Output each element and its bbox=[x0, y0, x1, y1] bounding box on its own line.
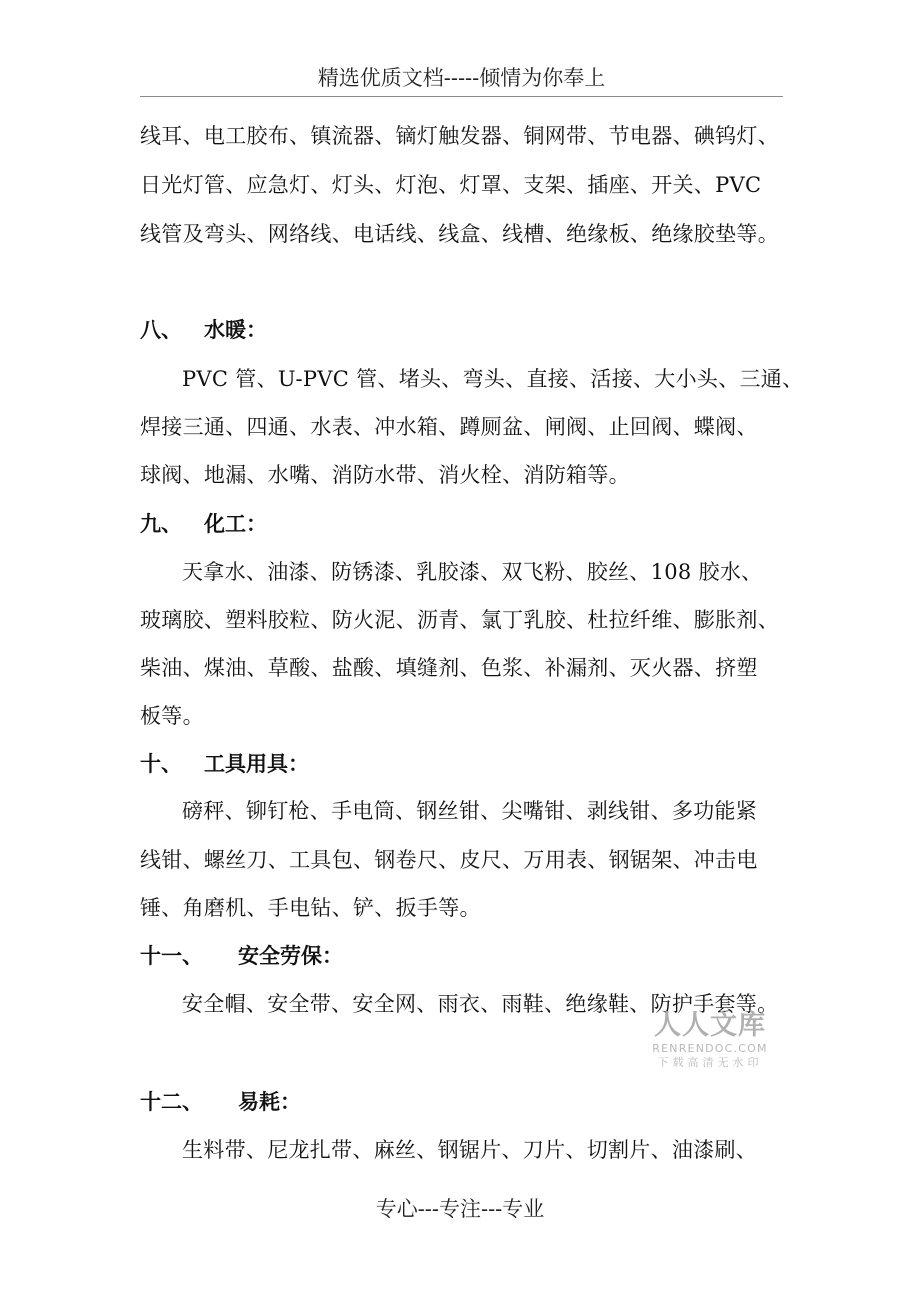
body-line: 焊接三通、四通、水表、冲水箱、蹲厕盆、闸阀、止回阀、蝶阀、 bbox=[140, 415, 758, 439]
section-title: 化工： bbox=[204, 511, 267, 536]
watermark-url: RENRENDOC.COM bbox=[652, 1042, 768, 1055]
body-line: 天拿水、油漆、防锈漆、乳胶漆、双飞粉、胶丝、108 胶水、 bbox=[182, 560, 763, 584]
section-title: 水暖： bbox=[204, 317, 267, 342]
section-number: 十一、 bbox=[140, 943, 203, 968]
renrendoc-watermark bbox=[640, 1010, 780, 1070]
section-number: 十二、 bbox=[140, 1089, 203, 1114]
section-number: 十、 bbox=[140, 751, 182, 776]
section-heading bbox=[140, 510, 267, 538]
body-line: PVC 管、U-PVC 管、堵头、弯头、直接、活接、大小头、三通、 bbox=[182, 367, 804, 391]
body-line: 生料带、尼龙扎带、麻丝、钢锯片、刀片、切割片、油漆刷、 bbox=[182, 1138, 758, 1162]
body-line: 玻璃胶、塑料胶粒、防火泥、沥青、氯丁乳胶、杜拉纤维、膨胀剂、 bbox=[140, 608, 779, 632]
body-line: 锤、角磨机、手电钻、铲、扳手等。 bbox=[140, 896, 481, 920]
body-line: 线管及弯头、网络线、电话线、线盒、线槽、绝缘板、绝缘胶垫等。 bbox=[140, 222, 779, 246]
watermark-logo-text: 人人文库 bbox=[654, 1010, 766, 1041]
section-heading bbox=[140, 316, 267, 344]
body-line: 板等。 bbox=[140, 704, 204, 728]
page-footer: 专心---专注---专业 bbox=[375, 1197, 545, 1221]
section-title: 安全劳保： bbox=[238, 943, 343, 968]
section-heading bbox=[140, 942, 343, 970]
section-title: 工具用具： bbox=[204, 751, 309, 776]
section-number: 九、 bbox=[140, 511, 182, 536]
body-line: 安全帽、安全带、安全网、雨衣、雨鞋、绝缘鞋、防护手套等。 bbox=[182, 992, 779, 1016]
section-title: 易耗： bbox=[238, 1089, 301, 1114]
body-line: 线耳、电工胶布、镇流器、镝灯触发器、铜网带、节电器、碘钨灯、 bbox=[140, 124, 779, 148]
body-line: 线钳、螺丝刀、工具包、钢卷尺、皮尺、万用表、钢锯架、冲击电 bbox=[140, 848, 758, 872]
page-header: 精选优质文档-----倾情为你奉上 bbox=[140, 64, 783, 97]
body-line: 日光灯管、应急灯、灯头、灯泡、灯罩、支架、插座、开关、PVC bbox=[140, 173, 762, 197]
section-number: 八、 bbox=[140, 317, 182, 342]
section-heading bbox=[140, 750, 309, 778]
watermark-subtitle: 下载高清无水印 bbox=[657, 1056, 763, 1069]
section-heading bbox=[140, 1088, 301, 1116]
body-line: 柴油、煤油、草酸、盐酸、填缝剂、色浆、补漏剂、灭火器、挤塑 bbox=[140, 656, 758, 680]
body-line: 磅秤、铆钉枪、手电筒、钢丝钳、尖嘴钳、剥线钳、多功能紧 bbox=[182, 799, 758, 823]
body-line: 球阀、地漏、水嘴、消防水带、消火栓、消防箱等。 bbox=[140, 463, 630, 487]
